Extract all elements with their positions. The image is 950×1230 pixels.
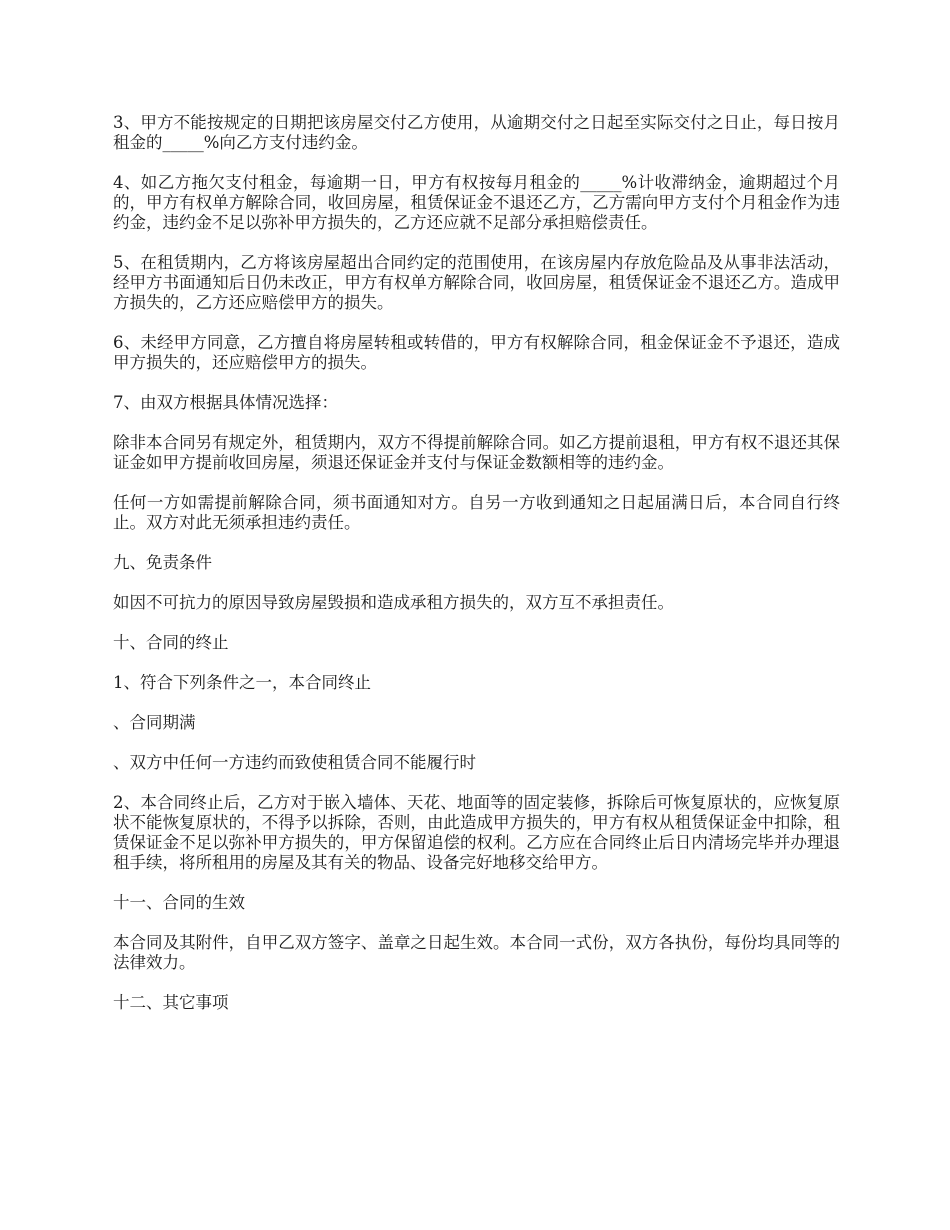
- option-notice-termination: 任何一方如需提前解除合同，须书面通知对方。自另一方收到通知之日起届满日后，本合同自行终止。双方对此无须承担违约责任。: [113, 493, 840, 532]
- document-body: [113, 113, 840, 1033]
- section-heading-termination: 十、合同的终止: [113, 633, 229, 652]
- clause-5-misuse: 5、在租赁期内，乙方将该房屋超出合同约定的范围使用，在该房屋内存放危险品及从事非法活动，经甲方书面通知后日仍未改正，甲方有权单方解除合同，收回房屋，租赁保证金不退还乙方。造成甲方损失的，乙方还应赔偿甲方的损失。: [113, 253, 840, 312]
- termination-clause-2: 2、本合同终止后，乙方对于嵌入墙体、天花、地面等的固定装修，拆除后可恢复原状的，应恢复原状不能恢复原状的，不得予以拆除，否则，由此造成甲方损失的，甲方有权从租赁保证金中扣除，租赁保证金不足以弥补甲方损失的，甲方保留追偿的权利。乙方应在合同终止后日内清场完毕并办理退租手续，将所租用的房屋及其有关的物品、设备完好地移交给甲方。: [113, 793, 840, 872]
- effectiveness-text: 本合同及其附件，自甲乙双方签字、盖章之日起生效。本合同一式份，双方各执份，每份均具同等的法律效力。: [113, 933, 840, 972]
- clause-4-late-rent: 4、如乙方拖欠支付租金，每逾期一日，甲方有权按每月租金的_____%计收滞纳金，逾期超过个月的，甲方有权单方解除合同，收回房屋，租赁保证金不退还乙方，乙方需向甲方支付个月租金作为违约金，违约金不足以弥补甲方损失的，乙方还应就不足部分承担赔偿责任。: [113, 173, 840, 232]
- clause-6-sublet: 6、未经甲方同意，乙方擅自将房屋转租或转借的，甲方有权解除合同，租金保证金不予退还，造成甲方损失的，还应赔偿甲方的损失。: [113, 333, 840, 372]
- exemption-text: 如因不可抗力的原因导致房屋毁损和造成承租方损失的，双方互不承担责任。: [113, 593, 674, 612]
- termination-clause-1: 1、符合下列条件之一，本合同终止: [113, 673, 371, 692]
- termination-item-expiry: 、合同期满: [113, 713, 196, 732]
- section-heading-exemption: 九、免责条件: [113, 553, 212, 572]
- section-heading-effectiveness: 十一、合同的生效: [113, 893, 245, 912]
- termination-item-breach: 、双方中任何一方违约而致使租赁合同不能履行时: [113, 753, 476, 772]
- option-no-early-termination: 除非本合同另有规定外，租赁期内，双方不得提前解除合同。如乙方提前退租，甲方有权不退还其保证金如甲方提前收回房屋，须退还保证金并支付与保证金数额相等的违约金。: [113, 433, 840, 472]
- clause-7-choice: 7、由双方根据具体情况选择：: [113, 393, 338, 412]
- section-heading-other-matters: 十二、其它事项: [113, 993, 229, 1012]
- clause-3-late-delivery: 3、甲方不能按规定的日期把该房屋交付乙方使用，从逾期交付之日起至实际交付之日止，每日按月租金的_____%向乙方支付违约金。: [113, 113, 840, 152]
